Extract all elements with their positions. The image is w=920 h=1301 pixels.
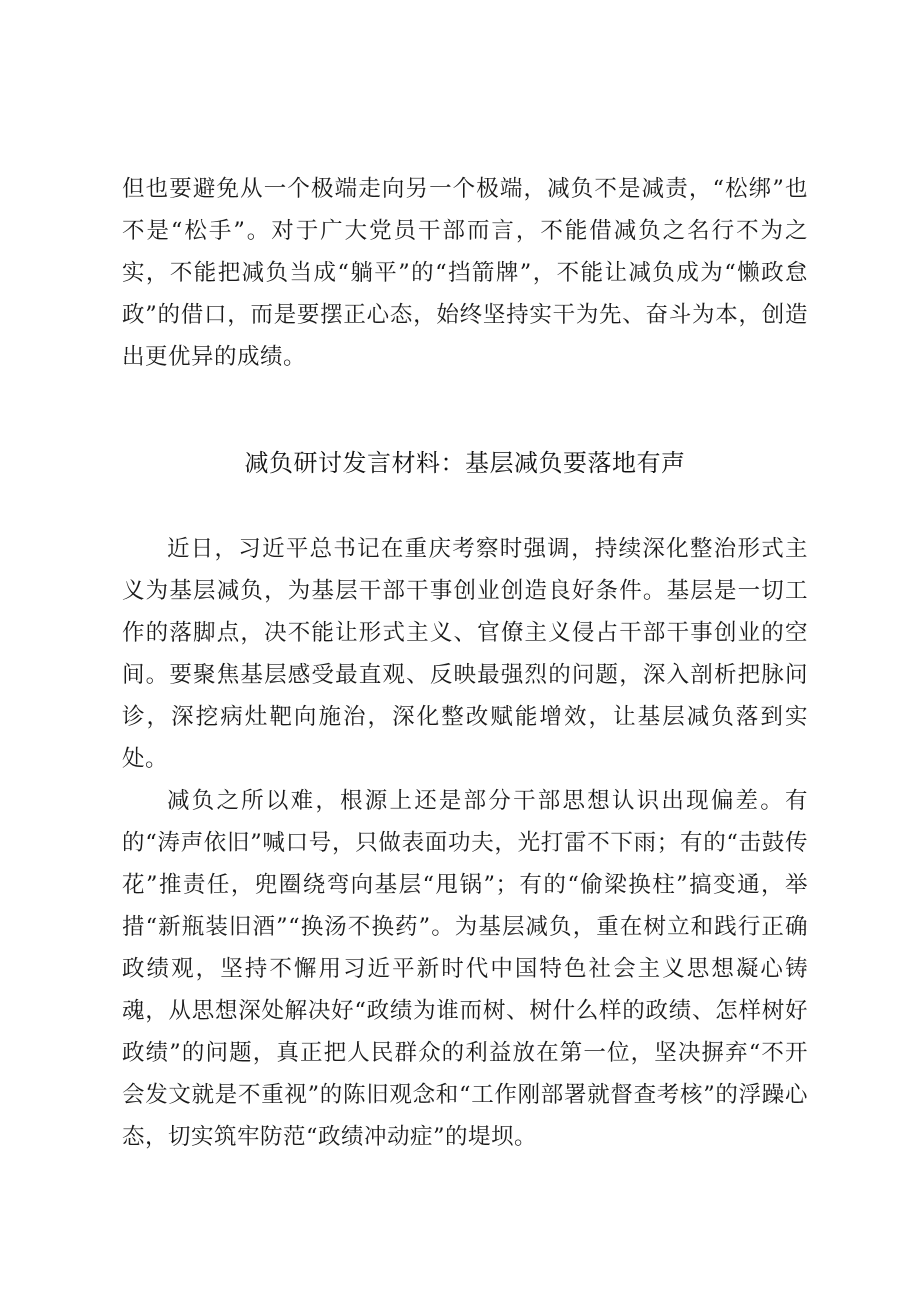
body-paragraph-2: 减负之所以难，根源上还是部分干部思想认识出现偏差。有的“涛声依旧”喊口号，只做表面功夫，光打雷不下雨；有的“击鼓传花”推责任，兜圈绕弯向基层“甩锅”；有的“偷梁换柱”搞变通，举措“新瓶装旧酒”“换汤不换药”。为基层减负，重在树立和践行正确政绩观，坚持不懈用习近平新时代中国特色社会主义思想凝心铸魂，从思想深处解决好“政绩为谁而树、树什么样的政绩、怎样树好政绩”的问题，真正把人民群众的利益放在第一位，坚决摒弃“不开会发文就是不重视”的陈旧观念和“工作刚部署就督查考核”的浮躁心态，切实筑牢防范“政绩冲动症”的堤坝。 <box>122 788 808 1150</box>
document-body <box>122 168 808 1158</box>
body-paragraph-1: 近日，习近平总书记在重庆考察时强调，持续深化整治形式主义为基层减负，为基层干部干事创业创造良好条件。基层是一切工作的落脚点，决不能让形式主义、官僚主义侵占干部干事创业的空间。要聚焦基层感受最直观、反映最强烈的问题，深入剖析把脉问诊，深挖病灶靶向施治，深化整改赋能增效，让基层减负落到实处。 <box>122 536 808 772</box>
intro-paragraph: 但也要避免从一个极端走向另一个极端，减负不是减责，“松绑”也不是“松手”。对于广大党员干部而言，不能借减负之名行不为之实，不能把减负当成“躺平”的“挡箭牌”，不能让减负成为“懒政怠政”的借口，而是要摆正心态，始终坚持实干为先、奋斗为本，创造出更优异的成绩。 <box>122 176 808 370</box>
section-title: 减负研讨发言材料：基层减负要落地有声 <box>244 449 686 477</box>
